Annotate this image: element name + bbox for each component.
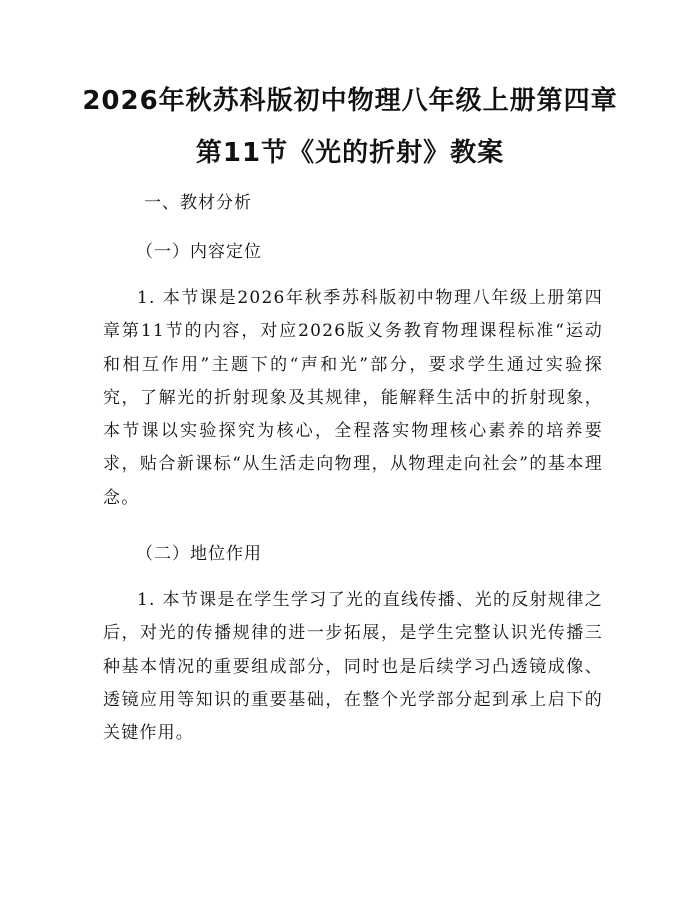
document-title-line-1: 2026年秋苏科版初中物理八年级上册第四章 xyxy=(82,86,618,116)
paragraph-role-and-position: 1. 本节课是在学生学习了光的直线传播、光的反射规律之后，对光的传播规律的进一步拓展，是学生完整认识光传播三种基本情况的重要组成部分，同时也是后续学习凸透镜成像、透镜应用等知识的重要基础，在整个光学部分起到承上启下的关键作用。 xyxy=(103,590,603,744)
paragraph-content-positioning: 1. 本节课是2026年秋季苏科版初中物理八年级上册第四章第11节的内容，对应2026版义务教育物理课程标准“运动和相互作用”主题下的“声和光”部分，要求学生通过实验探究，了解光的折射现象及其规律，能解释生活中的折射现象，本节课以实验探究为核心，全程落实物理核心素养的培养要求，贴合新课标“从生活走向物理，从物理走向社会”的基本理念。 xyxy=(103,288,603,508)
subsection-heading-role-and-position: （二）地位作用 xyxy=(136,544,262,564)
section-heading-textbook-analysis: 一、教材分析 xyxy=(144,193,252,213)
document-title-line-2: 第11节《光的折射》教案 xyxy=(195,138,505,168)
subsection-heading-content-positioning: （一）内容定位 xyxy=(136,242,262,262)
